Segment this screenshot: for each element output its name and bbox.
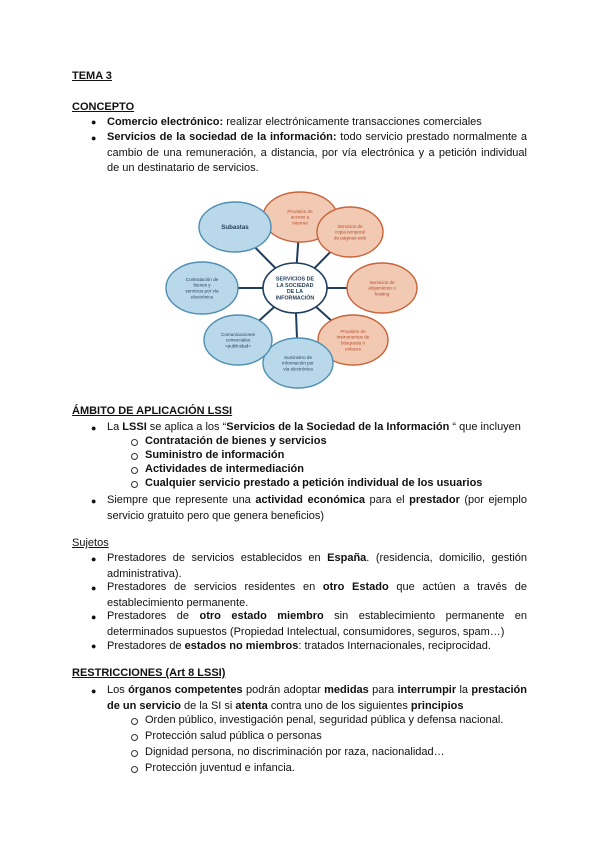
list-item: La LSSI se aplica a los “Servicios de la Sociedad de la Información “ que incluyen <box>107 421 521 433</box>
sub-bullet <box>131 481 138 488</box>
diagram-node-label: Provisión de acceso a Internet <box>287 208 313 226</box>
sublist-item: Actividades de intermediación <box>145 463 304 475</box>
sublist-item: Cualquier servicio prestado a petición individual de los usuarios <box>145 477 483 489</box>
diagram-node <box>347 263 417 313</box>
bullet: ● <box>91 554 97 564</box>
bullet: ● <box>91 686 97 696</box>
sub-bullet <box>131 439 138 446</box>
sublist-item: Contratación de bienes y servicios <box>145 435 327 447</box>
bullet: ● <box>91 641 97 651</box>
sublist-item: Protección salud pública o personas <box>145 730 322 742</box>
diagram-node-label: Servicios de copia temporal de páginas web <box>333 223 367 241</box>
sub-bullet <box>131 750 138 757</box>
bullet: ● <box>91 423 97 433</box>
sub-bullet <box>131 453 138 460</box>
list-item: Prestadores de servicios establecidos en España. (residencia, domicilio, gestión administrativa). <box>107 552 527 580</box>
sublist-item: Protección juventud e infancia. <box>145 762 295 774</box>
list-item: Siempre que represente una actividad económica para el prestador (por ejemplo servicio gratuito pero que genera beneficios) <box>107 494 527 522</box>
sub-bullet <box>131 766 138 773</box>
sublist-item: Suministro de información <box>145 449 285 461</box>
diagram-center-label: SERVICIOS DE LA SOCIEDAD DE LA INFORMACIÓN <box>275 276 315 302</box>
bullet: ● <box>91 583 97 593</box>
bullet: ● <box>91 117 97 127</box>
diagram-node-label: Provisión de instrumentos de búsqueda o enlaces <box>336 328 370 352</box>
section-heading-ambito: ÁMBITO DE APLICACIÓN LSSI <box>72 405 233 417</box>
diagram-node-label: Contratación de bienes y servicios por vía electrónica <box>185 276 219 300</box>
diagram-node-label: Suministro de información por vía electrónica <box>282 354 314 372</box>
diagram-node <box>263 338 333 388</box>
list-item: Los órganos competentes podrán adoptar medidas para interrumpir la prestación de un servicio de la SI si atenta contra uno de los siguientes principios <box>107 684 527 712</box>
sub-bullet <box>131 467 138 474</box>
list-item: Comercio electrónico: realizar electrónicamente transacciones comerciales <box>107 116 482 128</box>
sublist-item: Orden público, investigación penal, seguridad pública y defensa nacional. <box>145 714 504 726</box>
diagram-node-label: Subastas <box>221 224 249 232</box>
diagram-node <box>317 207 383 257</box>
sub-bullet <box>131 718 138 725</box>
page-title: TEMA 3 <box>72 70 112 82</box>
diagram-node <box>199 202 271 252</box>
services-diagram <box>155 185 425 400</box>
section-heading-restricciones: RESTRICCIONES (Art 8 LSSI) <box>72 667 226 679</box>
sub-bullet <box>131 734 138 741</box>
section-heading-sujetos: Sujetos <box>72 537 109 549</box>
bullet: ● <box>91 133 97 143</box>
list-item: Prestadores de estados no miembros: tratados Internacionales, reciprocidad. <box>107 640 491 652</box>
diagram-node <box>204 315 272 365</box>
diagram-node <box>166 262 238 314</box>
section-heading-concepto: CONCEPTO <box>72 101 135 113</box>
bullet: ● <box>91 612 97 622</box>
diagram-node-label: Servicios de alojamiento o hosting <box>368 279 396 297</box>
list-item: Servicios de la sociedad de la información: todo servicio prestado normalmente a cambio de una remuneración, a distancia, por vía electrónica y a petición individual de un destinatario de servicios. <box>107 131 527 174</box>
list-item: Prestadores de servicios residentes en otro Estado que actúen a través de establecimiento permanente. <box>107 581 527 609</box>
list-item: Prestadores de otro estado miembro sin establecimiento permanente en determinados supuestos (Propiedad Intelectual, consumidores, seguros, spam…) <box>107 610 528 638</box>
diagram-node-label: Comunicaciones comerciales «publicidad» <box>221 331 255 349</box>
sublist-item: Dignidad persona, no discriminación por raza, nacionalidad… <box>145 746 445 758</box>
diagram-center <box>263 263 327 313</box>
bullet: ● <box>91 496 97 506</box>
